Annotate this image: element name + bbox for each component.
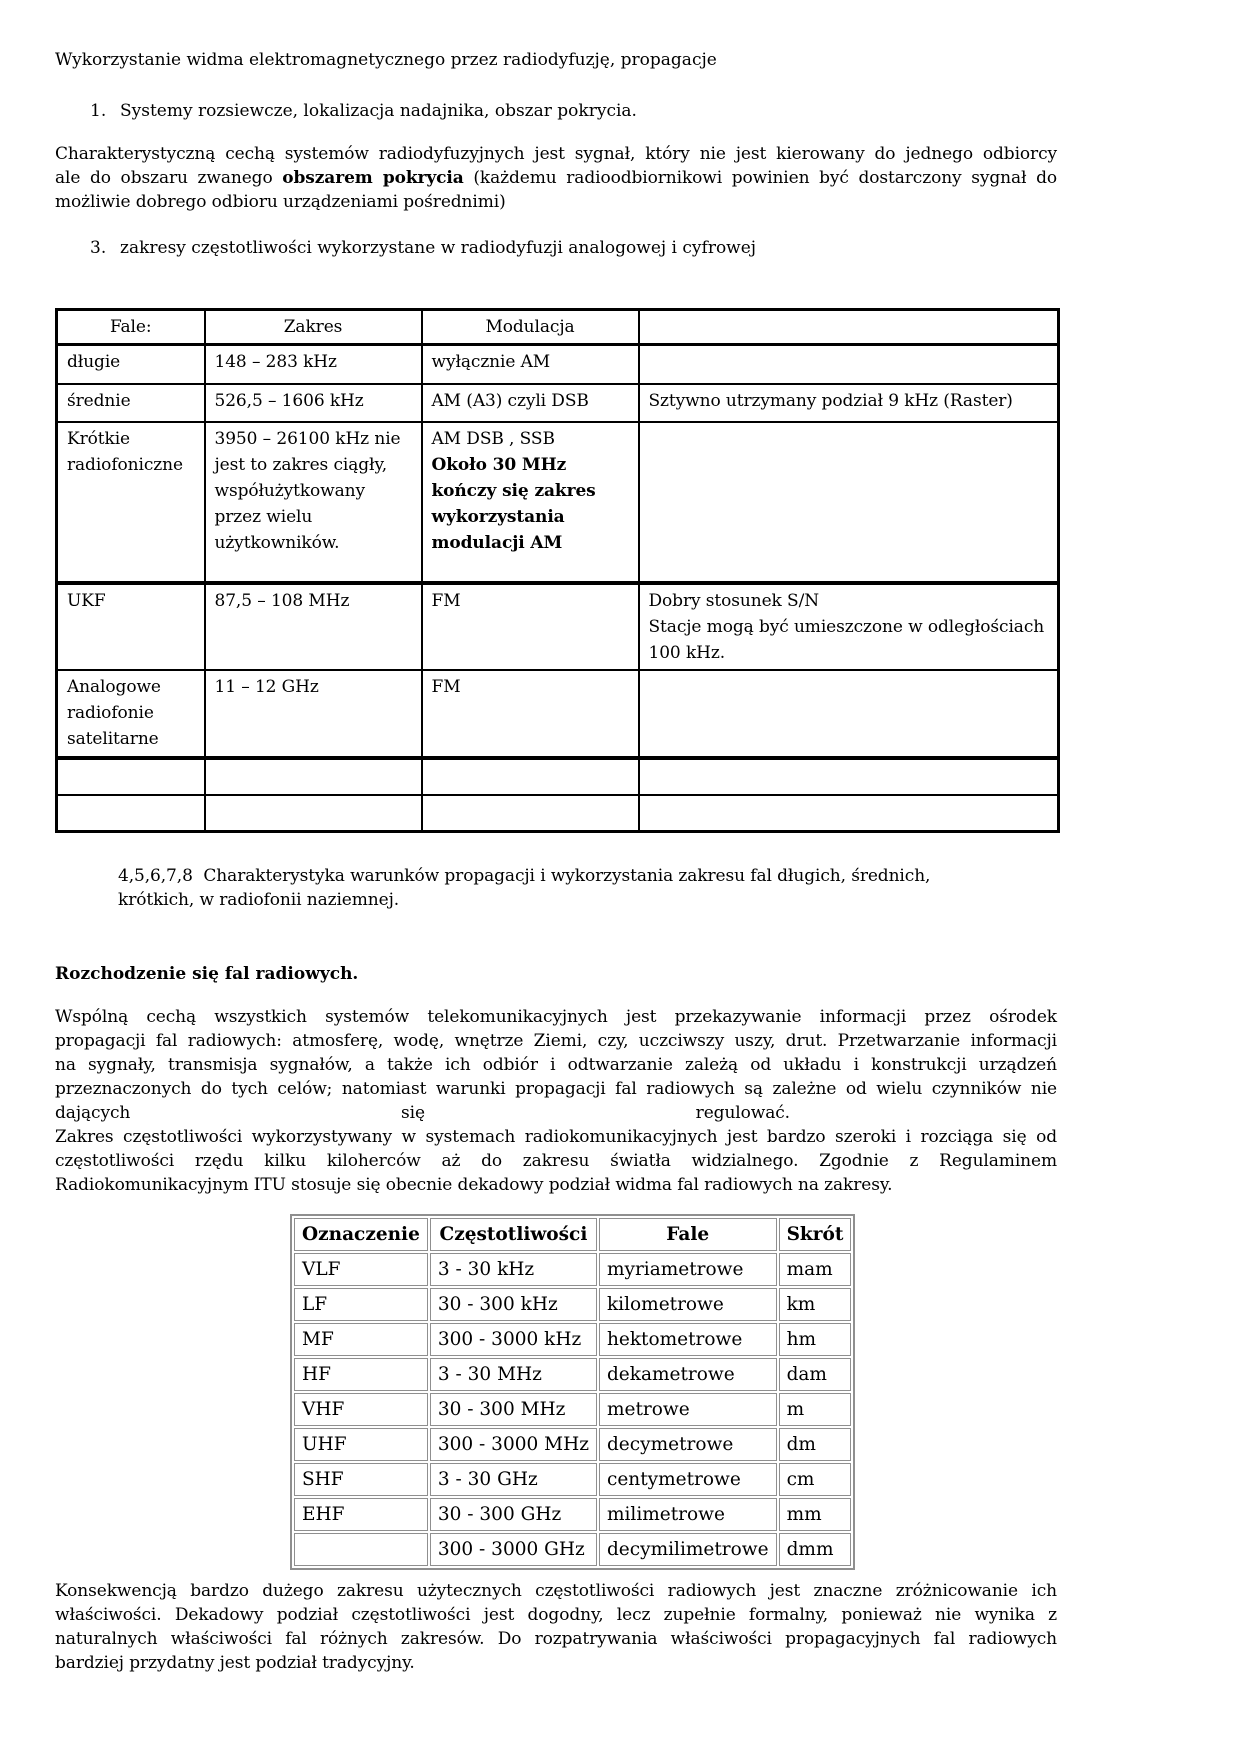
table-row bbox=[294, 1323, 851, 1356]
table-cell: 3 - 30 MHz bbox=[430, 1358, 597, 1391]
table-cell: LF bbox=[294, 1288, 428, 1321]
bold-cell-text: Około 30 MHz kończy się zakres wykorzystania modulacji AM bbox=[431, 454, 596, 553]
text-line bbox=[55, 1149, 1057, 1173]
table-cell: dekametrowe bbox=[599, 1358, 777, 1391]
table-cell: EHF bbox=[294, 1498, 428, 1531]
table-row bbox=[57, 345, 1059, 384]
text-line bbox=[55, 1579, 1057, 1603]
table-cell: hm bbox=[779, 1323, 852, 1356]
column-header: Częstotliwości bbox=[430, 1218, 597, 1251]
text-run: Wspólną cechą wszystkich systemów telekomunikacyjnych jest przekazywanie informacji przez ośrodek bbox=[55, 1007, 1057, 1027]
text-run: Charakterystyczną cechą systemów radiodyfuzyjnych jest sygnał, który nie jest kierowany do jednego odbiorcy bbox=[55, 144, 1057, 164]
table-cell bbox=[422, 758, 639, 795]
table-cell: mam bbox=[779, 1253, 852, 1286]
text-run: częstotliwości rzędu kilku kiloherców aż do zakresu światła widzialnego. Zgodnie z Regulaminem bbox=[55, 1151, 1057, 1171]
table-row bbox=[294, 1428, 851, 1461]
header-row bbox=[294, 1218, 851, 1251]
column-header: Zakres bbox=[205, 310, 422, 345]
table-cell: FM bbox=[422, 670, 639, 758]
table-row bbox=[294, 1288, 851, 1321]
table-cell: wyłącznie AM bbox=[422, 345, 639, 384]
table-cell bbox=[639, 795, 1059, 832]
text-line bbox=[118, 864, 1112, 888]
text-run: na sygnały, transmisja sygnałów, a także ich odbiór i odtwarzanie zależą od układu i konstrukcji urządzeń bbox=[55, 1055, 1057, 1075]
text-line bbox=[55, 1005, 1057, 1029]
table-cell: Krótkie radiofoniczne bbox=[57, 422, 205, 583]
text-line bbox=[55, 1053, 1057, 1077]
text-run: Konsekwencją bardzo dużego zakresu użytecznych częstotliwości radiowych jest znaczne zróżnicowanie ich bbox=[55, 1581, 1057, 1601]
table-row bbox=[294, 1463, 851, 1496]
paragraph-propagation bbox=[55, 1005, 1057, 1197]
text-line bbox=[55, 1173, 1057, 1197]
text-run: Radiokomunikacyjnym ITU stosuje się obecnie dekadowy podział widma fal radiowych na zakresy. bbox=[55, 1175, 893, 1195]
text-line bbox=[55, 1651, 1057, 1675]
paragraph-coverage bbox=[55, 142, 1057, 214]
column-header: Fale: bbox=[57, 310, 205, 345]
table-row bbox=[294, 1498, 851, 1531]
table-cell bbox=[639, 758, 1059, 795]
text-line bbox=[55, 190, 1057, 214]
table-row bbox=[57, 795, 1059, 832]
text-line bbox=[55, 1627, 1057, 1651]
table-cell bbox=[422, 795, 639, 832]
table-cell: VLF bbox=[294, 1253, 428, 1286]
table-cell: 30 - 300 kHz bbox=[430, 1288, 597, 1321]
column-header: Fale bbox=[599, 1218, 777, 1251]
text-run: bardziej przydatny jest podział tradycyjny. bbox=[55, 1653, 415, 1673]
text-line bbox=[55, 1029, 1057, 1053]
table-row bbox=[294, 1253, 851, 1286]
table-cell bbox=[639, 583, 1059, 670]
cell-text: AM DSB , SSB bbox=[431, 428, 555, 449]
propagation-heading: Rozchodzenie się fal radiowych. bbox=[55, 964, 359, 984]
list-item-3-text: zakresy częstotliwości wykorzystane w radiodyfuzji analogowej i cyfrowej bbox=[120, 238, 757, 258]
cell-text: Stacje mogą być umieszczone w odległościach 100 kHz. bbox=[648, 616, 1045, 663]
bold-text-run: obszarem pokrycia bbox=[282, 168, 464, 188]
text-line bbox=[55, 1077, 1057, 1101]
table-cell bbox=[205, 795, 422, 832]
table-cell: 30 - 300 GHz bbox=[430, 1498, 597, 1531]
column-header: Skrót bbox=[779, 1218, 852, 1251]
table-cell: 300 - 3000 MHz bbox=[430, 1428, 597, 1461]
table-cell: AM (A3) czyli DSB bbox=[422, 384, 639, 422]
table-cell: MF bbox=[294, 1323, 428, 1356]
paragraph-final bbox=[55, 1579, 1057, 1675]
table-cell: decymilimetrowe bbox=[599, 1533, 777, 1566]
list-item-1-text: Systemy rozsiewcze, lokalizacja nadajnika, obszar pokrycia. bbox=[120, 101, 637, 121]
table-cell: 11 – 12 GHz bbox=[205, 670, 422, 758]
text-line bbox=[55, 1101, 790, 1125]
table-cell: VHF bbox=[294, 1393, 428, 1426]
table-cell bbox=[639, 345, 1059, 384]
text-run: przeznaczonych do tych celów; natomiast warunki propagacji fal radiowych są zależne od wielu czynników nie bbox=[55, 1079, 1057, 1099]
list-item-1-number: 1. bbox=[90, 101, 107, 121]
list-item-3 bbox=[55, 236, 1112, 260]
table-cell: 87,5 – 108 MHz bbox=[205, 583, 422, 670]
column-header bbox=[639, 310, 1059, 345]
table-cell: średnie bbox=[57, 384, 205, 422]
table-cell: 3 - 30 kHz bbox=[430, 1253, 597, 1286]
table-cell: Analogowe radiofonie satelitarne bbox=[57, 670, 205, 758]
table-cell bbox=[57, 758, 205, 795]
table-cell bbox=[639, 670, 1059, 758]
table-cell: decymetrowe bbox=[599, 1428, 777, 1461]
text-run: właściwości. Dekadowy podział częstotliwości jest dogodny, lecz zupełnie formalny, ponieważ nie wynika z bbox=[55, 1605, 1057, 1625]
table-row bbox=[57, 758, 1059, 795]
text-line bbox=[55, 1125, 1057, 1149]
text-line bbox=[55, 142, 1057, 166]
table-cell: 3 - 30 GHz bbox=[430, 1463, 597, 1496]
cell-text: Dobry stosunek S/N bbox=[648, 590, 820, 611]
text-run: krótkich, w radiofonii naziemnej. bbox=[118, 890, 400, 910]
table-cell: długie bbox=[57, 345, 205, 384]
items-4-5-6-7-8 bbox=[118, 864, 1112, 912]
text-run: dających się regulować. bbox=[55, 1103, 790, 1123]
text-run: 4,5,6,7,8 Charakterystyka warunków propagacji i wykorzystania zakresu fal długich, średnich, bbox=[118, 866, 931, 886]
column-header: Modulacja bbox=[422, 310, 639, 345]
list-item-3-number: 3. bbox=[90, 238, 107, 258]
table-cell: 300 - 3000 GHz bbox=[430, 1533, 597, 1566]
table-cell: 148 – 283 kHz bbox=[205, 345, 422, 384]
itu-band-table bbox=[290, 1214, 855, 1570]
table-cell bbox=[57, 795, 205, 832]
table-cell: FM bbox=[422, 583, 639, 670]
text-run: (każdemu radioodbiornikowi powinien być dostarczony sygnał do bbox=[463, 168, 1057, 188]
table-cell: hektometrowe bbox=[599, 1323, 777, 1356]
table-cell: dm bbox=[779, 1428, 852, 1461]
table-row bbox=[57, 670, 1059, 758]
table-cell: 30 - 300 MHz bbox=[430, 1393, 597, 1426]
table-cell: m bbox=[779, 1393, 852, 1426]
table-cell bbox=[422, 422, 639, 583]
table-cell: UHF bbox=[294, 1428, 428, 1461]
text-run: Zakres częstotliwości wykorzystywany w systemach radiokomunikacyjnych jest bardzo szeroki i rozciąga się od bbox=[55, 1127, 1057, 1147]
text-line bbox=[55, 1603, 1057, 1627]
header-row bbox=[57, 310, 1059, 345]
table-cell: UKF bbox=[57, 583, 205, 670]
doc-title: Wykorzystanie widma elektromagnetycznego przez radiodyfuzję, propagacje bbox=[55, 50, 717, 70]
table-cell: km bbox=[779, 1288, 852, 1321]
table-cell: HF bbox=[294, 1358, 428, 1391]
table-cell: Sztywno utrzymany podział 9 kHz (Raster) bbox=[639, 384, 1059, 422]
table-cell: cm bbox=[779, 1463, 852, 1496]
table-cell: 526,5 – 1606 kHz bbox=[205, 384, 422, 422]
text-run: możliwie dobrego odbioru urządzeniami pośrednimi) bbox=[55, 192, 506, 212]
table-cell: myriametrowe bbox=[599, 1253, 777, 1286]
table-cell: dam bbox=[779, 1358, 852, 1391]
text-run: ale do obszaru zwanego bbox=[55, 168, 283, 188]
text-run: propagacji fal radiowych: atmosferę, wodę, wnętrze Ziemi, czy, uczciwszy uszy, drut. Przetwarzanie informacji bbox=[55, 1031, 1057, 1051]
table-cell: SHF bbox=[294, 1463, 428, 1496]
table-cell: mm bbox=[779, 1498, 852, 1531]
table-cell: 300 - 3000 kHz bbox=[430, 1323, 597, 1356]
table-cell bbox=[639, 422, 1059, 583]
table-row bbox=[57, 583, 1059, 670]
table-row bbox=[57, 422, 1059, 583]
table-row bbox=[294, 1533, 851, 1566]
table-cell bbox=[205, 758, 422, 795]
text-line bbox=[118, 888, 1112, 912]
table-cell: centymetrowe bbox=[599, 1463, 777, 1496]
table-cell: dmm bbox=[779, 1533, 852, 1566]
table-cell: milimetrowe bbox=[599, 1498, 777, 1531]
table-cell: kilometrowe bbox=[599, 1288, 777, 1321]
table-row bbox=[57, 384, 1059, 422]
table-row bbox=[294, 1358, 851, 1391]
text-run: naturalnych właściwości fal różnych zakresów. Do rozpatrywania właściwości propagacyjnych fal radiowych bbox=[55, 1629, 1057, 1649]
table-cell bbox=[294, 1533, 428, 1566]
column-header: Oznaczenie bbox=[294, 1218, 428, 1251]
table-cell: metrowe bbox=[599, 1393, 777, 1426]
frequency-table bbox=[55, 308, 1060, 833]
table-row bbox=[294, 1393, 851, 1426]
list-item-1 bbox=[55, 99, 1112, 123]
text-line bbox=[55, 166, 1057, 190]
table-cell: 3950 – 26100 kHz nie jest to zakres ciągły, współużytkowany przez wielu użytkowników. bbox=[205, 422, 422, 583]
